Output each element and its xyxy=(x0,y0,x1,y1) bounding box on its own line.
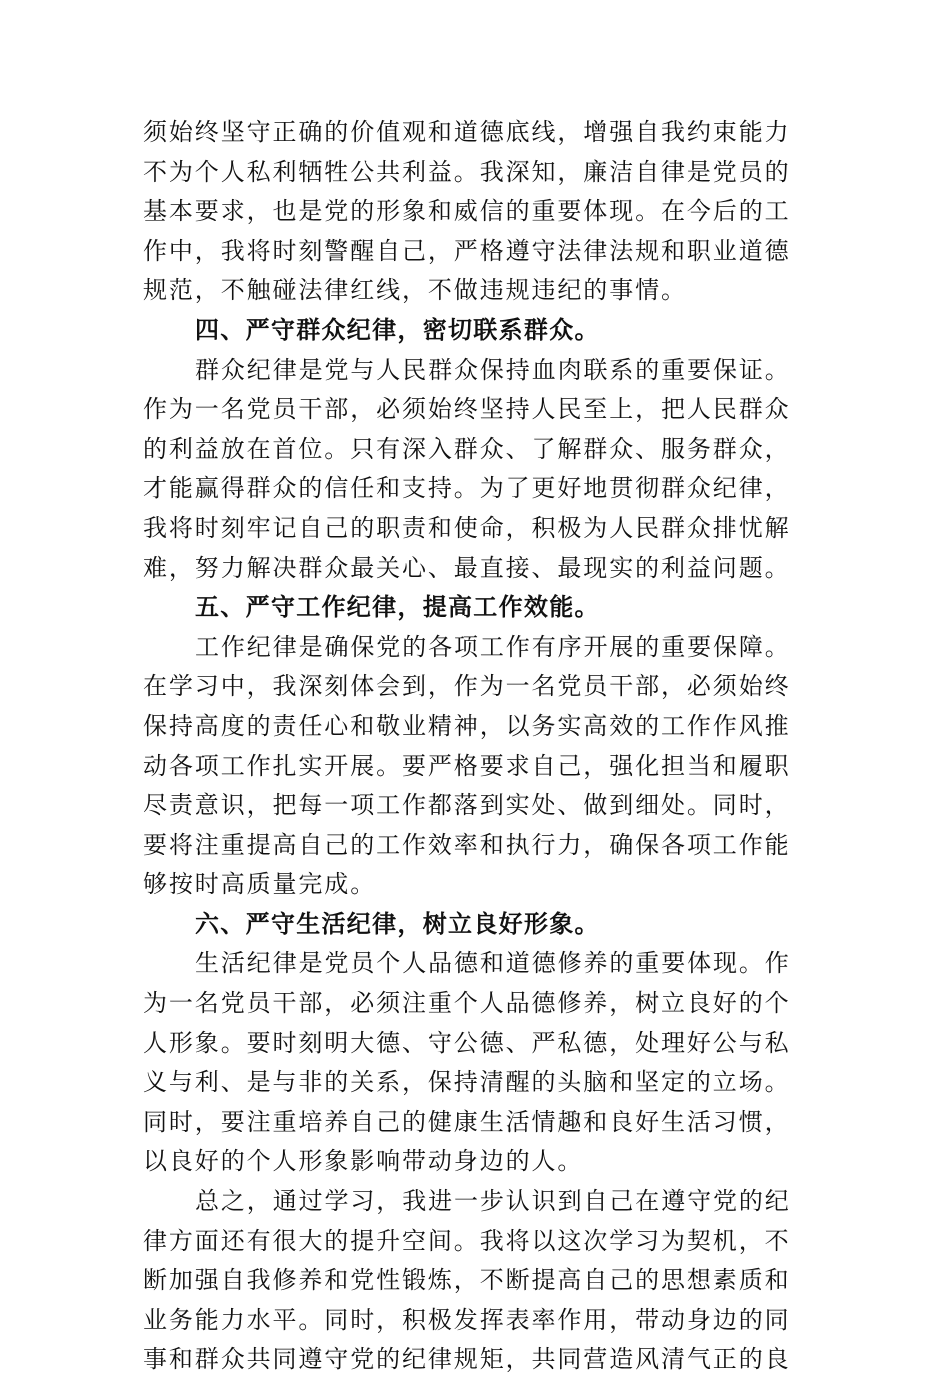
section-heading: 四、严守群众纪律，密切联系群众。 xyxy=(195,315,600,344)
body-text-line: 总之，通过学习，我进一步认识到自己在遵守党的纪 xyxy=(195,1187,791,1216)
body-text-line: 我将时刻牢记自己的职责和使命，积极为人民群众排忧解 xyxy=(143,513,791,542)
body-text-line: 业务能力水平。同时，积极发挥表率作用，带动身边的同 xyxy=(143,1305,791,1334)
body-text-line: 断加强自我修养和党性锻炼，不断提高自己的思想素质和 xyxy=(143,1266,791,1295)
body-text-line: 作为一名党员干部，必须始终坚持人民至上，把人民群众 xyxy=(143,395,791,424)
body-text-line: 为一名党员干部，必须注重个人品德修养，树立良好的个 xyxy=(143,989,791,1018)
body-text-line: 作中，我将时刻警醒自己，严格遵守法律法规和职业道德 xyxy=(143,236,791,265)
body-text-line: 规范，不触碰法律红线，不做违规违纪的事情。 xyxy=(143,276,687,305)
body-text-line: 的利益放在首位。只有深入群众、了解群众、服务群众， xyxy=(143,434,791,463)
body-text-line: 够按时高质量完成。 xyxy=(143,870,377,899)
body-text-line: 群众纪律是党与人民群众保持血肉联系的重要保证。 xyxy=(195,355,791,384)
body-text-line: 义与利、是与非的关系，保持清醒的头脑和坚定的立场。 xyxy=(143,1068,791,1097)
body-text-line: 须始终坚守正确的价值观和道德底线，增强自我约束能力 xyxy=(143,118,791,146)
body-text-line: 难，努力解决群众最关心、最直接、最现实的利益问题。 xyxy=(143,553,791,582)
body-text-line: 保持高度的责任心和敬业精神，以务实高效的工作作风推 xyxy=(143,711,791,740)
body-text-line: 在学习中，我深刻体会到，作为一名党员干部，必须始终 xyxy=(143,672,791,701)
body-text-line: 才能赢得群众的信任和支持。为了更好地贯彻群众纪律， xyxy=(143,474,791,503)
body-text-line: 同时，要注重培养自己的健康生活情趣和良好生活习惯， xyxy=(143,1107,791,1136)
body-text-line: 人形象。要时刻明大德、守公德、严私德，处理好公与私 xyxy=(143,1028,791,1057)
body-text-line: 不为个人私利牺牲公共利益。我深知，廉洁自律是党员的 xyxy=(143,157,791,186)
body-text-line: 以良好的个人形象影响带动身边的人。 xyxy=(143,1147,584,1176)
body-text-line: 要将注重提高自己的工作效率和执行力，确保各项工作能 xyxy=(143,830,791,859)
section-heading: 五、严守工作纪律，提高工作效能。 xyxy=(195,593,600,622)
document-body xyxy=(143,113,808,1380)
body-text-line: 工作纪律是确保党的各项工作有序开展的重要保障。 xyxy=(195,632,791,661)
body-text-line: 律方面还有很大的提升空间。我将以这次学习为契机，不 xyxy=(143,1226,791,1255)
section-heading: 六、严守生活纪律，树立良好形象。 xyxy=(195,909,600,938)
body-text-line: 生活纪律是党员个人品德和道德修养的重要体现。作 xyxy=(195,949,791,978)
body-text-line: 尽责意识，把每一项工作都落到实处、做到细处。同时， xyxy=(143,791,791,820)
body-text-line: 动各项工作扎实开展。要严格要求自己，强化担当和履职 xyxy=(143,751,791,780)
body-text-line: 基本要求，也是党的形象和威信的重要体现。在今后的工 xyxy=(143,197,791,226)
body-text-line: 事和群众共同遵守党的纪律规矩，共同营造风清气正的良 xyxy=(143,1345,791,1374)
